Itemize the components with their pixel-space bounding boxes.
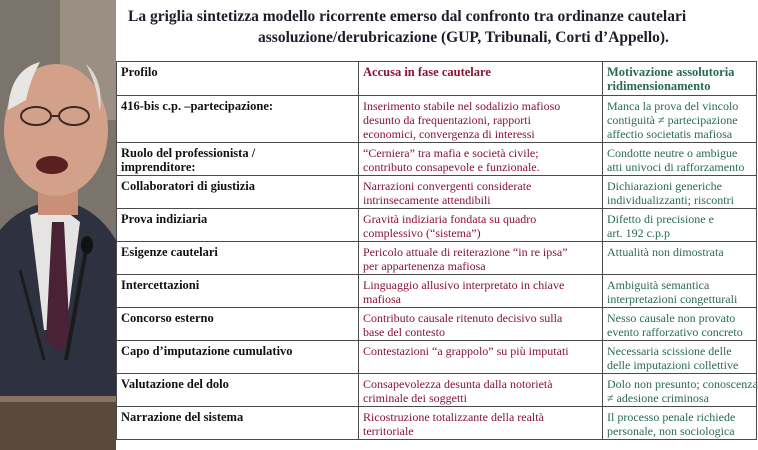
cell-accusa-line: complessivo (“sistema”) — [363, 226, 481, 240]
cell-profilo — [117, 242, 359, 275]
cell-profilo — [117, 341, 359, 374]
cell-accusa — [359, 143, 603, 176]
cell-motivazione-line: Ambiguità semantica — [607, 278, 710, 292]
header-motivazione-line-2: ridimensionamento — [607, 79, 711, 93]
cell-motivazione — [603, 407, 757, 440]
cell-accusa — [359, 308, 603, 341]
cell-accusa-line: desunto da frequentazioni, rapporti — [363, 113, 531, 127]
cell-profilo-line: Prova indiziaria — [121, 212, 208, 226]
cell-motivazione-line: personale, non sociologica — [607, 424, 735, 438]
cell-accusa-line: criminale dei soggetti — [363, 391, 467, 405]
title-line-2: assoluzione/derubricazione (GUP, Tribunali, Corti d’Appello). — [258, 29, 669, 46]
cell-accusa-line: Contestazioni “a grappolo” su più imputati — [363, 344, 569, 358]
cell-profilo-line: imprenditore: — [121, 160, 196, 174]
cell-accusa-line: Linguaggio allusivo interpretato in chiave — [363, 278, 565, 292]
cell-motivazione — [603, 143, 757, 176]
cell-accusa — [359, 96, 603, 143]
cell-accusa-line: Ricostruzione totalizzante della realtà — [363, 410, 544, 424]
header-motivazione-line-1: Motivazione assolutoria — [607, 65, 735, 79]
speaker-photo — [0, 0, 116, 450]
cell-motivazione — [603, 341, 757, 374]
cell-profilo — [117, 176, 359, 209]
cell-motivazione-line: Difetto di precisione e — [607, 212, 714, 226]
cell-accusa-line: Narrazioni convergenti considerate — [363, 179, 532, 193]
cell-motivazione-line: Nesso causale non provato — [607, 311, 736, 325]
cell-motivazione-line: contiguità ≠ partecipazione — [607, 113, 738, 127]
cell-motivazione — [603, 96, 757, 143]
cell-profilo-line: Narrazione del sistema — [121, 410, 244, 424]
cell-profilo-line: 416-bis c.p. –partecipazione: — [121, 99, 274, 113]
table-row — [117, 275, 757, 308]
cell-profilo — [117, 374, 359, 407]
cell-accusa-line: base del contesto — [363, 325, 445, 339]
cell-accusa-line: Contributo causale ritenuto decisivo sulla — [363, 311, 563, 325]
cell-profilo — [117, 143, 359, 176]
table-header-row — [117, 62, 757, 96]
table-row — [117, 308, 757, 341]
cell-motivazione-line: interpretazioni congetturali — [607, 292, 738, 306]
cell-accusa-line: economici, convergenza di interessi — [363, 127, 535, 141]
cell-accusa-line: Gravità indiziaria fondata su quadro — [363, 212, 537, 226]
cell-profilo-line: Intercettazioni — [121, 278, 200, 292]
cell-profilo — [117, 308, 359, 341]
cell-accusa-line: territoriale — [363, 424, 414, 438]
cell-profilo — [117, 96, 359, 143]
table-row — [117, 96, 757, 143]
table-row — [117, 176, 757, 209]
title-line-1: La griglia sintetizza modello ricorrente emerso dal confronto tra ordinanze cautelari — [128, 8, 687, 25]
cell-accusa-line: mafiosa — [363, 292, 401, 306]
cell-motivazione-line: individualizzanti; riscontri — [607, 193, 734, 207]
cell-motivazione — [603, 374, 757, 407]
cell-accusa-line: Pericolo attuale di reiterazione “in re ipsa” — [363, 245, 568, 259]
cell-accusa-line: contributo consapevole e funzionale. — [363, 160, 540, 174]
cell-motivazione — [603, 308, 757, 341]
cell-motivazione-line: art. 192 c.p.p — [607, 226, 670, 240]
cell-profilo — [117, 275, 359, 308]
cell-accusa-line: “Cerniera” tra mafia e società civile; — [363, 146, 539, 160]
cell-motivazione-line: Attualità non dimostrata — [607, 245, 724, 259]
cell-motivazione-line: Manca la prova del vincolo — [607, 99, 739, 113]
cell-accusa — [359, 242, 603, 275]
table-row — [117, 209, 757, 242]
header-profilo: Profilo — [117, 62, 359, 96]
cell-accusa-line: Inserimento stabile nel sodalizio mafioso — [363, 99, 561, 113]
table-row — [117, 143, 757, 176]
cell-accusa-line: per appartenenza mafiosa — [363, 259, 486, 273]
cell-motivazione — [603, 275, 757, 308]
page-title — [118, 6, 720, 48]
cell-accusa-line: Consapevolezza desunta dalla notorietà — [363, 377, 553, 391]
cell-motivazione-line: delle imputazioni collettive — [607, 358, 739, 372]
cell-motivazione-line: atti univoci di rafforzamento — [607, 160, 745, 174]
table-row — [117, 407, 757, 440]
cell-motivazione — [603, 242, 757, 275]
header-motivazione — [603, 62, 757, 96]
comparison-table — [116, 61, 757, 440]
cell-accusa — [359, 407, 603, 440]
header-accusa: Accusa in fase cautelare — [359, 62, 603, 96]
cell-motivazione-line: Dolo non presunto; conoscenza — [607, 377, 758, 391]
cell-motivazione-line: Condotte neutre o ambigue — [607, 146, 738, 160]
cell-profilo-line: Esigenze cautelari — [121, 245, 218, 259]
cell-motivazione — [603, 176, 757, 209]
cell-motivazione-line: affectio societatis mafiosa — [607, 127, 733, 141]
cell-motivazione — [603, 209, 757, 242]
table-row — [117, 242, 757, 275]
cell-motivazione-line: Il processo penale richiede — [607, 410, 736, 424]
cell-motivazione-line: ≠ adesione criminosa — [607, 391, 709, 405]
cell-accusa — [359, 176, 603, 209]
cell-profilo-line: Ruolo del professionista / — [121, 146, 256, 160]
cell-accusa — [359, 275, 603, 308]
cell-accusa — [359, 209, 603, 242]
cell-profilo — [117, 407, 359, 440]
cell-profilo-line: Valutazione del dolo — [121, 377, 229, 391]
cell-profilo-line: Concorso esterno — [121, 311, 214, 325]
cell-profilo-line: Collaboratori di giustizia — [121, 179, 256, 193]
cell-profilo-line: Capo d’imputazione cumulativo — [121, 344, 293, 358]
cell-accusa — [359, 374, 603, 407]
cell-accusa — [359, 341, 603, 374]
cell-motivazione-line: Necessaria scissione delle — [607, 344, 732, 358]
cell-motivazione-line: evento rafforzativo concreto — [607, 325, 743, 339]
table-row — [117, 374, 757, 407]
cell-motivazione-line: Dichiarazioni generiche — [607, 179, 722, 193]
cell-accusa-line: intrinsecamente attendibili — [363, 193, 491, 207]
cell-profilo — [117, 209, 359, 242]
table-row — [117, 341, 757, 374]
